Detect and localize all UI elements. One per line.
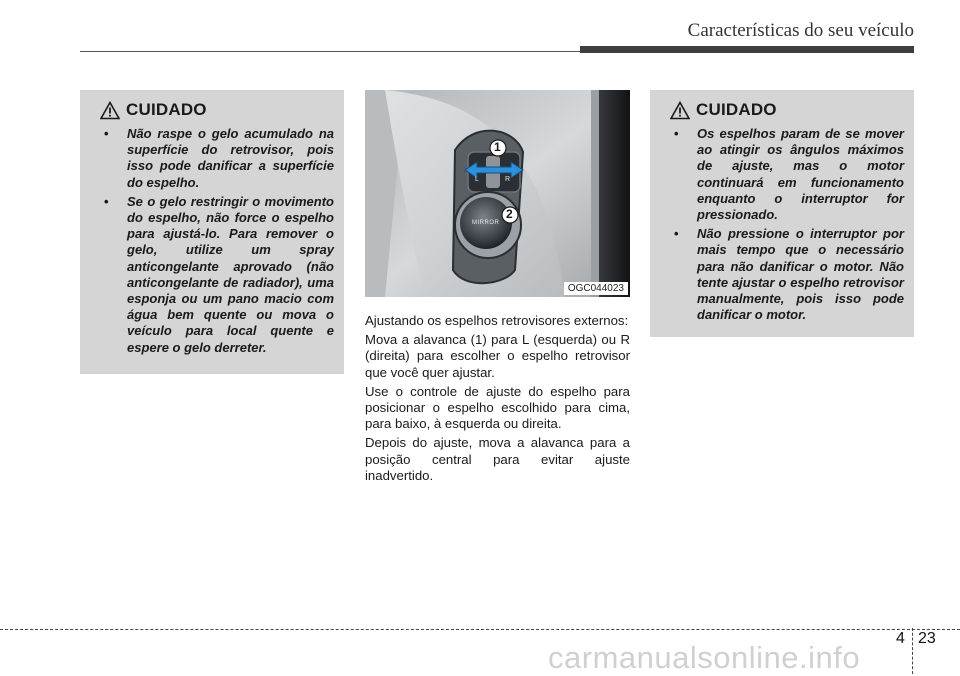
caution-header <box>100 100 334 120</box>
paragraph: Depois do ajuste, mova a alavanca para a posição central para evitar ajuste inadvertido. <box>365 435 630 484</box>
body-text <box>365 313 630 487</box>
caution-header <box>670 100 904 120</box>
caution-item: • Não pressione o interruptor por mais tempo que o necessário para não danificar o motor. Não tente ajustar o espelho retrovisor manualmente, pois isso pode danificar o motor. <box>664 226 904 323</box>
mirror-switch-illustration <box>365 90 630 297</box>
callout-2: 2 <box>506 207 513 221</box>
caution-title: CUIDADO <box>126 100 207 119</box>
paragraph: Ajustando os espelhos retrovisores externos: <box>365 313 629 328</box>
paragraph: Mova a alavanca (1) para L (esquerda) ou R (direita) para escolher o espelho retrovisor que você quer ajustar. <box>365 331 630 380</box>
warning-triangle-icon <box>100 101 120 120</box>
caution-item: • Não raspe o gelo acumulado na superfície do retrovisor, pois isso pode danificar a superfície do espelho. <box>94 126 334 191</box>
watermark: carmanualsonline.info <box>548 640 861 675</box>
paragraph: Use o controle de ajuste do espelho para posicionar o espelho escolhido para cima, para baixo, à esquerda ou direita. <box>365 383 630 432</box>
callout-1: 1 <box>494 140 501 154</box>
figure-code: OGC044023 <box>564 282 628 295</box>
section-title: Características do seu veículo <box>687 20 914 41</box>
caution-box-right <box>650 90 914 337</box>
header-rule <box>80 51 580 52</box>
caution-item: • Se o gelo restringir o movimento do espelho, não force o espelho para ajustá-lo. Para remover o gelo, utilize um spray anticongelante aprovado (não anticongelante de radiador), uma esponja ou um pano macio com água bem quente ou mova o veículo para local quente e espere o gelo derreter. <box>94 194 334 356</box>
caution-list <box>664 126 904 323</box>
header-bar <box>580 46 914 53</box>
knob-label: MIRROR <box>472 220 500 226</box>
mirror-control-figure <box>365 90 630 297</box>
switch-label-right: R <box>505 176 511 183</box>
footer-rule <box>0 629 960 630</box>
page-number: 23 <box>918 630 936 647</box>
chapter-number: 4 <box>896 630 905 647</box>
caution-title: CUIDADO <box>696 100 777 119</box>
page-separator <box>912 628 913 674</box>
caution-list <box>94 126 334 356</box>
switch-label-left: L <box>475 176 479 183</box>
caution-item: • Os espelhos param de se mover ao atingir os ângulos máximos de ajuste, mas o motor continuará em funcionamento enquanto o interruptor for pressionado. <box>664 126 904 223</box>
caution-box-left <box>80 90 344 374</box>
warning-triangle-icon <box>670 101 690 120</box>
